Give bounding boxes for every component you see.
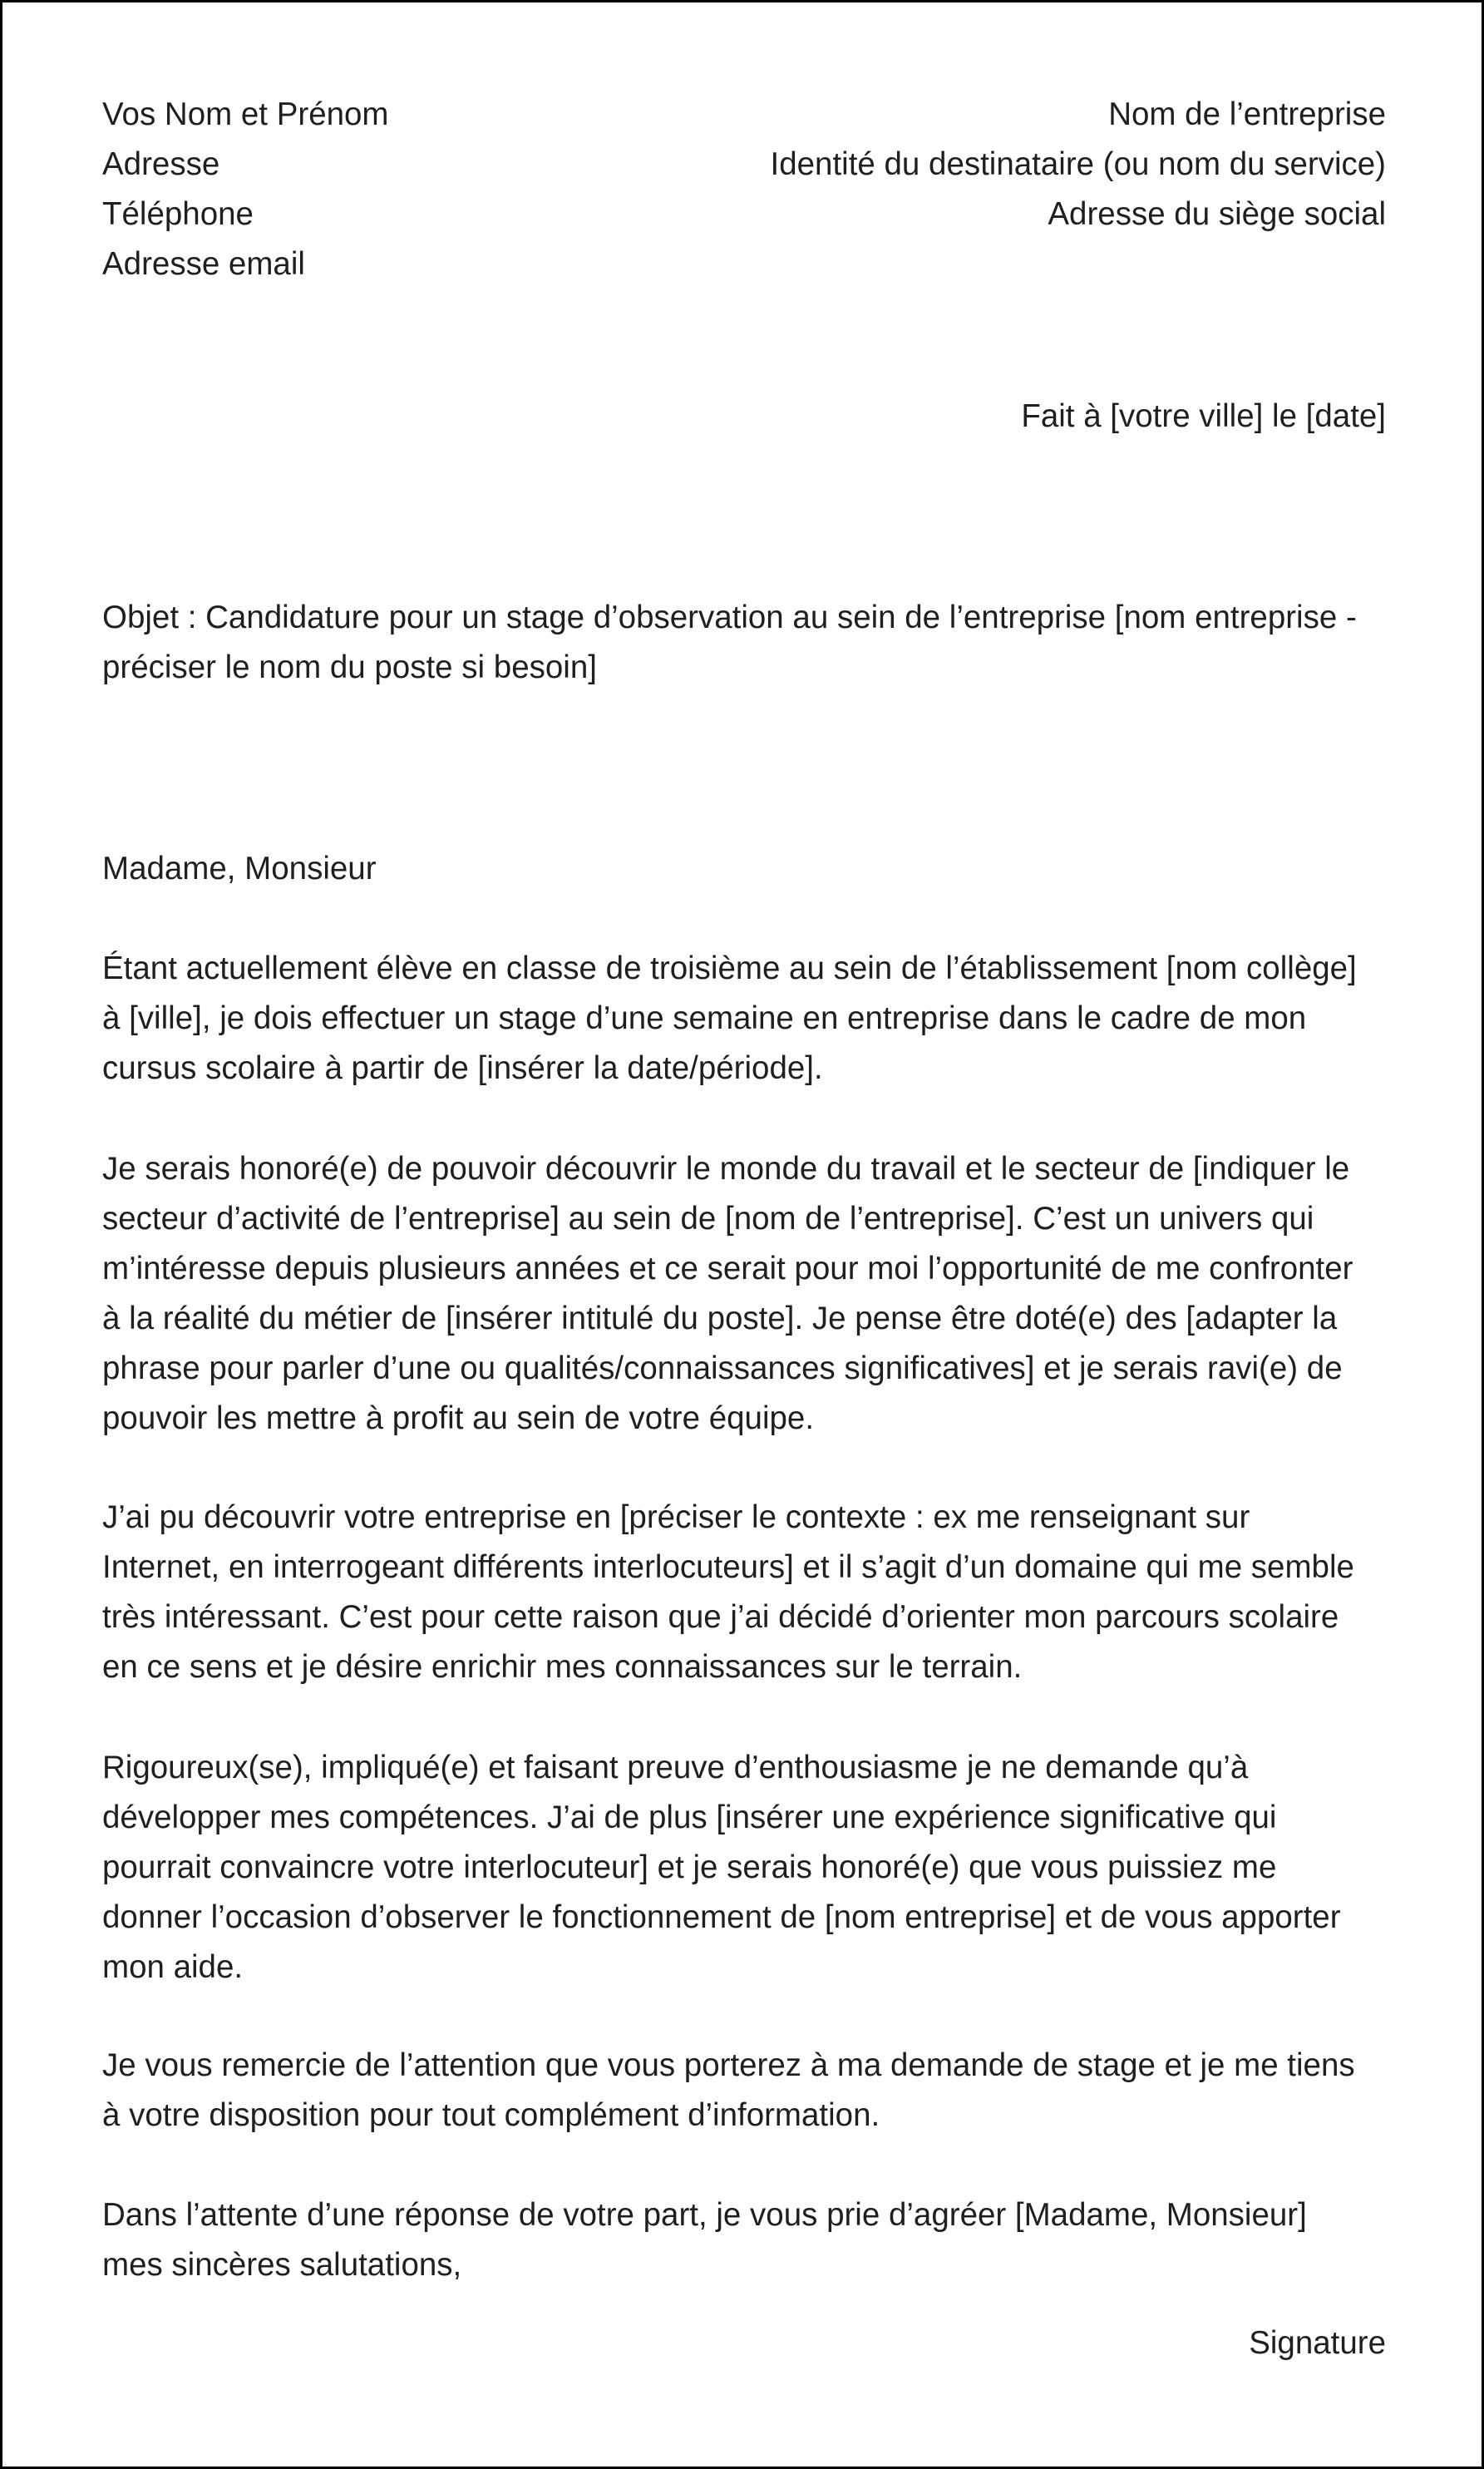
paragraph-line: à votre disposition pour tout complément d’information. xyxy=(102,2097,880,2133)
paragraph-line: Je serais honoré(e) de pouvoir découvrir le monde du travail et le secteur de [indiquer le xyxy=(102,1151,1350,1187)
paragraph-line: à la réalité du métier de [insérer intitulé du poste]. Je pense être doté(e) des [adapter la xyxy=(102,1301,1338,1336)
body-paragraph-4 xyxy=(102,1743,1399,1992)
paragraph-line: en ce sens et je désire enrichir mes connaissances sur le terrain. xyxy=(102,1649,1023,1685)
recipient-identity: Identité du destinataire (ou nom du service) xyxy=(770,146,1386,182)
paragraph-line: très intéressant. C’est pour cette raison que j’ai décidé d’orienter mon parcours scolaire xyxy=(102,1599,1339,1635)
signature: Signature xyxy=(1249,2325,1386,2361)
sender-phone: Téléphone xyxy=(102,196,254,232)
sender-email: Adresse email xyxy=(102,246,305,282)
paragraph-line: Je vous remercie de l’attention que vous porterez à ma demande de stage et je me tiens xyxy=(102,2047,1355,2083)
paragraph-line: secteur d’activité de l’entreprise] au sein de [nom de l’entreprise]. C’est un univers qui xyxy=(102,1201,1314,1237)
paragraph-line: Dans l’attente d’une réponse de votre part, je vous prie d’agréer [Madame, Monsieur] xyxy=(102,2197,1307,2233)
paragraph-line: à [ville], je dois effectuer un stage d’une semaine en entreprise dans le cadre de mon xyxy=(102,1000,1307,1036)
paragraph-line: m’intéresse depuis plusieurs années et ce serait pour moi l’opportunité de me confronter xyxy=(102,1251,1353,1286)
paragraph-line: Étant actuellement élève en classe de troisième au sein de l’établissement [nom collège] xyxy=(102,951,1357,986)
subject-line xyxy=(102,593,1399,693)
body-paragraph-2 xyxy=(102,1144,1399,1444)
body-paragraph-3 xyxy=(102,1493,1399,1692)
subject-line-1: Objet : Candidature pour un stage d’observation au sein de l’entreprise [nom entreprise - xyxy=(102,600,1357,635)
place-date: Fait à [votre ville] le [date] xyxy=(1021,398,1386,434)
paragraph-line: pouvoir les mettre à profit au sein de votre équipe. xyxy=(102,1400,815,1436)
sender-name: Vos Nom et Prénom xyxy=(102,96,389,132)
paragraph-line: développer mes compétences. J’ai de plus [insérer une expérience significative qui xyxy=(102,1800,1277,1835)
paragraph-line: phrase pour parler d’une ou qualités/connaissances significatives] et je serais ravi(e) de xyxy=(102,1351,1343,1386)
paragraph-line: mon aide. xyxy=(102,1949,244,1985)
recipient-company: Nom de l’entreprise xyxy=(1108,96,1386,132)
body-paragraph-5 xyxy=(102,2041,1399,2141)
subject-line-2: préciser le nom du poste si besoin] xyxy=(102,649,597,685)
paragraph-line: mes sincères salutations, xyxy=(102,2247,462,2283)
paragraph-line: pourrait convaincre votre interlocuteur] et je serais honoré(e) que vous puissiez me xyxy=(102,1849,1277,1885)
paragraph-line: donner l’occasion d’observer le fonctionnement de [nom entreprise] et de vous apporter xyxy=(102,1899,1341,1935)
paragraph-line: J’ai pu découvrir votre entreprise en [préciser le contexte : ex me renseignant sur xyxy=(102,1499,1250,1535)
paragraph-line: cursus scolaire à partir de [insérer la date/période]. xyxy=(102,1050,823,1086)
paragraph-line: Rigoureux(se), impliqué(e) et faisant preuve d’enthousiasme je ne demande qu’à xyxy=(102,1750,1249,1785)
recipient-hq-address: Adresse du siège social xyxy=(1048,196,1386,232)
paragraph-line: Internet, en interrogeant différents interlocuteurs] et il s’agit d’un domaine qui me semble xyxy=(102,1549,1354,1585)
salutation: Madame, Monsieur xyxy=(102,851,377,886)
body-paragraph-1 xyxy=(102,944,1399,1094)
sender-address: Adresse xyxy=(102,146,220,182)
closing-paragraph xyxy=(102,2190,1399,2290)
